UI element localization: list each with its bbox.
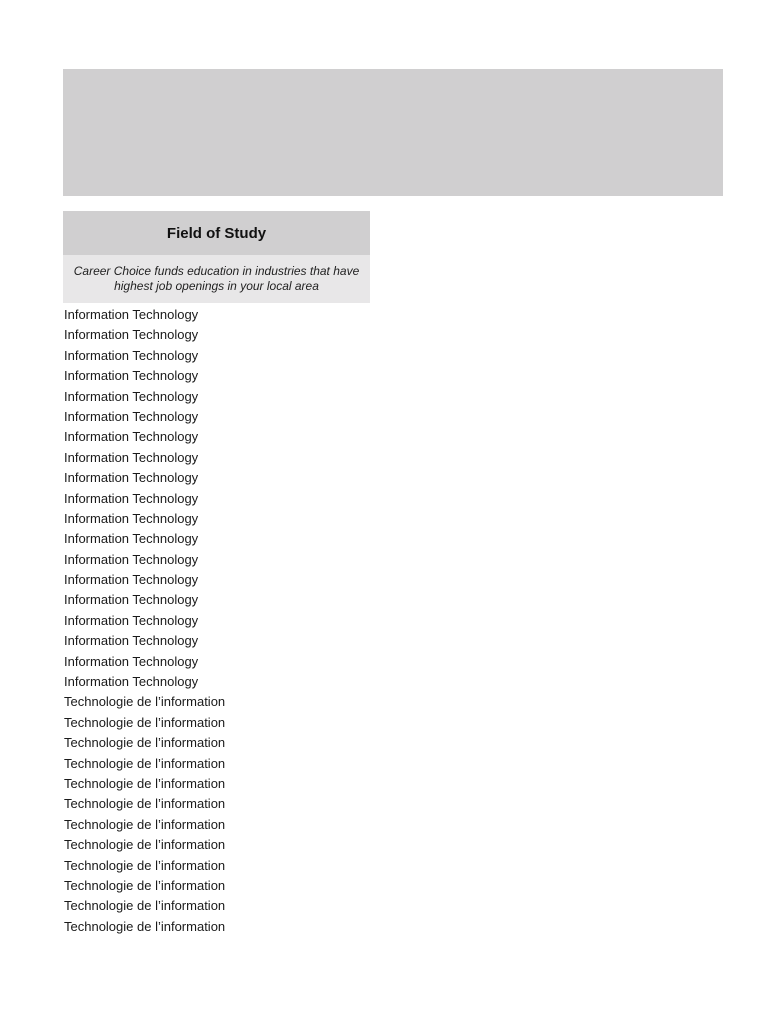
table-row: Information Technology	[64, 551, 199, 567]
table-row: Technologie de l’information	[64, 796, 226, 812]
table-row: Information Technology	[64, 429, 199, 445]
table-row: Information Technology	[64, 470, 199, 486]
table-row: Information Technology	[64, 307, 199, 322]
table-row: Information Technology	[64, 408, 199, 424]
table-rows	[63, 305, 370, 937]
table-row: Information Technology	[64, 510, 199, 526]
table-row: Technologie de l’information	[64, 816, 226, 832]
table-row: Information Technology	[64, 388, 199, 404]
table-row: Information Technology	[64, 633, 199, 649]
table-row: Information Technology	[64, 490, 199, 506]
table-row: Technologie de l’information	[64, 714, 226, 730]
header-banner	[63, 69, 723, 196]
table-row: Information Technology	[64, 653, 199, 669]
table-row: Information Technology	[64, 612, 199, 628]
column-header: Field of Study	[63, 211, 370, 255]
table-row: Technologie de l’information	[64, 755, 226, 771]
table-row: Technologie de l’information	[64, 837, 226, 853]
table-row: Technologie de l’information	[64, 857, 226, 873]
table-row: Technologie de l’information	[64, 918, 226, 934]
table-row: Information Technology	[64, 327, 199, 343]
field-of-study-table	[63, 211, 370, 937]
table-row: Information Technology	[64, 572, 199, 588]
table-row: Technologie de l’information	[64, 898, 226, 914]
table-row: Information Technology	[64, 674, 199, 690]
table-row: Information Technology	[64, 592, 199, 608]
table-row: Technologie de l’information	[64, 694, 226, 710]
table-row: Information Technology	[64, 347, 199, 363]
table-row: Information Technology	[64, 531, 199, 547]
table-row: Technologie de l’information	[64, 775, 226, 791]
table-row: Information Technology	[64, 368, 199, 384]
table-row: Technologie de l’information	[64, 877, 226, 893]
table-row: Information Technology	[64, 449, 199, 465]
table-row: Technologie de l’information	[64, 735, 226, 751]
column-description: Career Choice funds education in industries that have highest job openings in your local area	[63, 255, 370, 303]
